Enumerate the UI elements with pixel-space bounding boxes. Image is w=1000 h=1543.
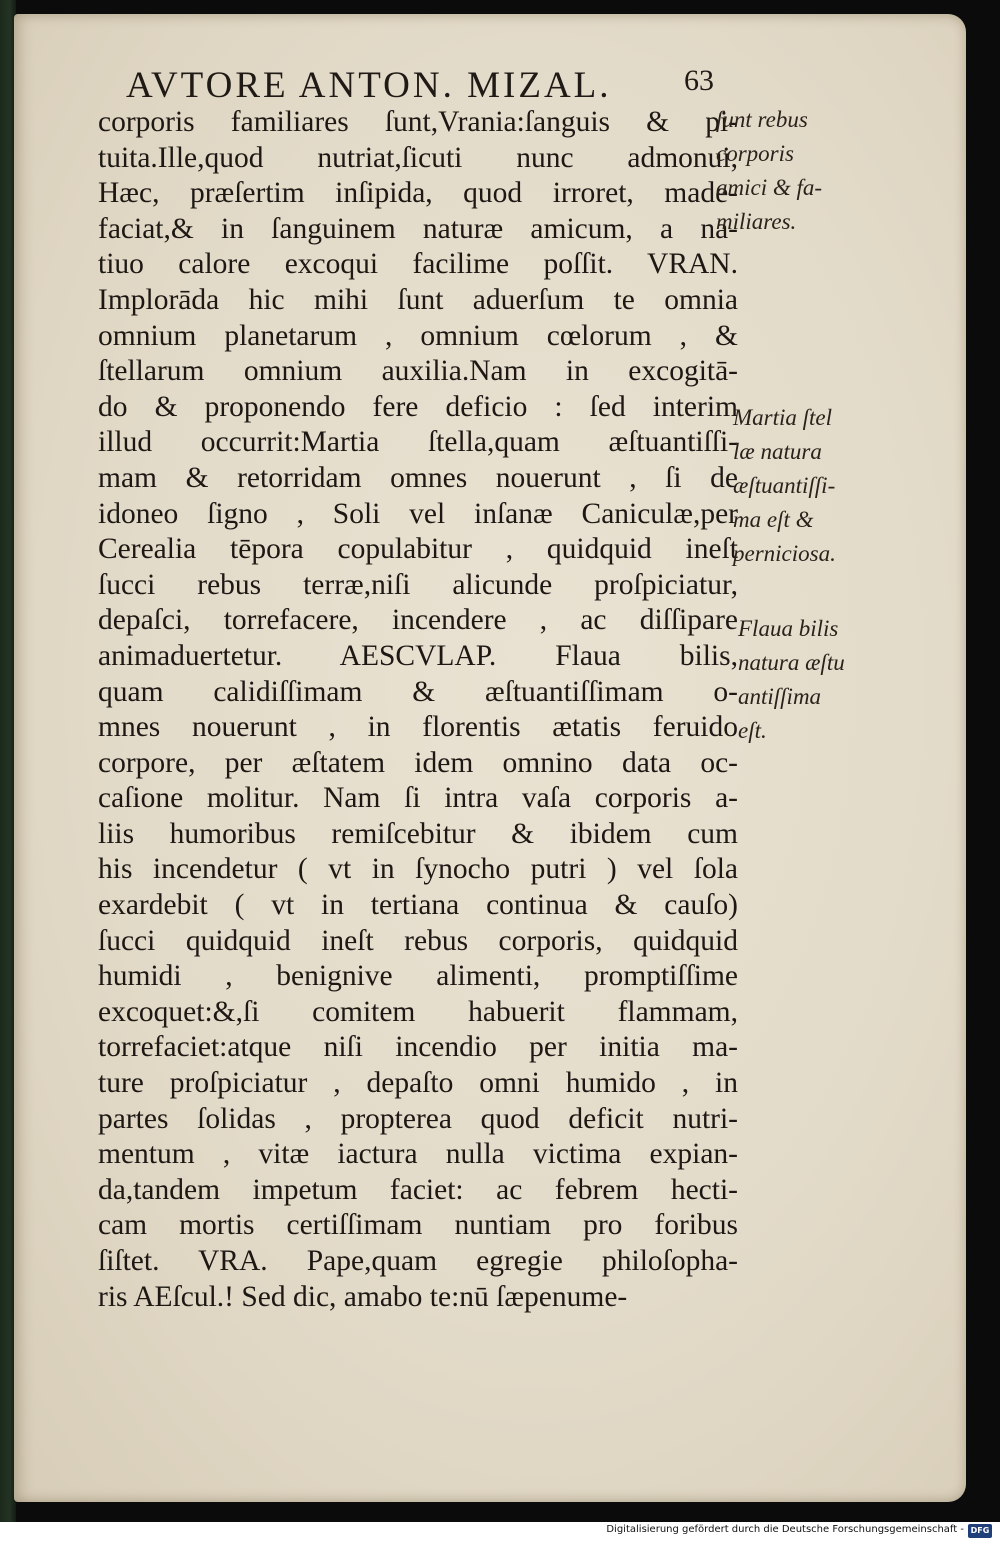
- marginal-note-1: [716, 103, 822, 239]
- marginal-note-line: corporis: [716, 141, 794, 166]
- text-line: mam & retorridam omnes nouerunt , ſi de: [98, 461, 738, 494]
- text-line: corpore, per æſtatem idem omnino data oc-: [98, 746, 738, 779]
- text-line: da,tandem impetum faciet: ac febrem hecti-: [98, 1173, 738, 1206]
- text-line: idoneo ſigno , Soli vel inſanæ Caniculæ,per: [98, 497, 738, 530]
- text-line: ſucci quidquid ineſt rebus corporis, quidquid: [98, 924, 738, 957]
- text-line: ſucci rebus terræ,niſi alicunde proſpiciatur,: [98, 568, 738, 601]
- text-line: depaſci, torrefacere, incendere , ac diſſipare: [98, 604, 738, 637]
- text-line: exardebit ( vt in tertiana continua & cauſo): [98, 889, 738, 922]
- marginal-note-line: perniciosa.: [733, 541, 836, 566]
- marginal-note-3: [738, 612, 845, 748]
- running-head-title: AVTORE ANTON. MIZAL.: [126, 65, 612, 106]
- text-line: Hæc, præſertim inſipida, quod irroret, made-: [98, 177, 738, 210]
- marginal-note-line: æſtuantiſſi-: [733, 473, 836, 498]
- footer-bar: [0, 1522, 1000, 1543]
- text-line: tuita.Ille,quod nutriat,ſicuti nunc admonui,: [98, 141, 738, 174]
- text-line: tiuo calore excoqui facilime poſſit. VRAN.: [98, 248, 738, 281]
- text-line: excoquet:&,ſi comitem habuerit flammam,: [98, 995, 738, 1028]
- text-line: Cerealia tēpora copulabitur , quidquid ineſt: [98, 533, 738, 566]
- marginal-note-line: ſunt rebus: [716, 107, 808, 132]
- text-line: mnes nouerunt , in florentis ætatis feruido: [98, 711, 738, 744]
- main-text-block: [98, 105, 738, 1315]
- text-line: quam calidiſſimam & æſtuantiſſimam o-: [98, 675, 738, 708]
- text-line: partes ſolidas , propterea quod deficit nutri-: [98, 1102, 738, 1135]
- marginal-note-line: Flaua bilis: [738, 616, 839, 641]
- text-line: caſione molitur. Nam ſi intra vaſa corporis a-: [98, 782, 738, 815]
- text-line: mentum , vitæ iactura nulla victima expian-: [98, 1138, 738, 1171]
- marginal-note-line: Martia ſtel: [733, 405, 833, 430]
- text-line: corporis familiares ſunt,Vrania:ſanguis & pi-: [98, 106, 738, 138]
- text-line: ſtellarum omnium auxilia.Nam in excogitā-: [98, 355, 738, 388]
- marginal-note-line: eſt.: [738, 718, 767, 743]
- dfg-logo-icon: DFG: [968, 1524, 992, 1538]
- text-line: liis humoribus remiſcebitur & ibidem cum: [98, 817, 738, 850]
- text-line: illud occurrit:Martia ſtella,quam æſtuantiſſi-: [98, 426, 738, 459]
- text-line: omnium planetarum , omnium cœlorum , &: [98, 319, 738, 352]
- text-line: ris AEſcul.! Sed dic, amabo te:nū ſæpenume-: [98, 1280, 628, 1313]
- text-line: cam mortis certiſſimam nuntiam pro foribus: [98, 1209, 738, 1242]
- marginal-note-line: antiſſima: [738, 684, 822, 709]
- marginal-note-line: læ natura: [733, 439, 822, 464]
- text-line: ture proſpiciatur , depaſto omni humido , in: [98, 1067, 738, 1100]
- funding-credit: Digitalisierung gefördert durch die Deutsche Forschungsgemeinschaft -: [606, 1524, 964, 1535]
- marginal-note-line: miliares.: [716, 209, 797, 234]
- text-line: faciat,& in ſanguinem naturæ amicum, a na-: [98, 212, 738, 245]
- text-line: his incendetur ( vt in ſynocho putri ) vel ſola: [98, 853, 738, 886]
- page-number: 63: [684, 64, 714, 97]
- text-line: torrefaciet:atque niſi incendio per initia ma-: [98, 1031, 738, 1064]
- text-line: Implorāda hic mihi ſunt aduerſum te omnia: [98, 283, 738, 316]
- text-line: animaduertetur. AESCVLAP. Flaua bilis,: [98, 639, 738, 672]
- marginal-note-line: natura æſtu: [738, 650, 845, 675]
- text-line: ſiſtet. VRA. Pape,quam egregie philoſopha-: [98, 1245, 738, 1277]
- marginal-note-line: amici & fa-: [716, 175, 823, 200]
- marginal-note-2: [733, 401, 836, 571]
- text-line: do & proponendo fere deficio : ſed interim: [98, 390, 738, 423]
- marginal-note-line: ma eſt &: [733, 507, 814, 532]
- text-line: humidi , benignive alimenti, promptiſſime: [98, 960, 738, 993]
